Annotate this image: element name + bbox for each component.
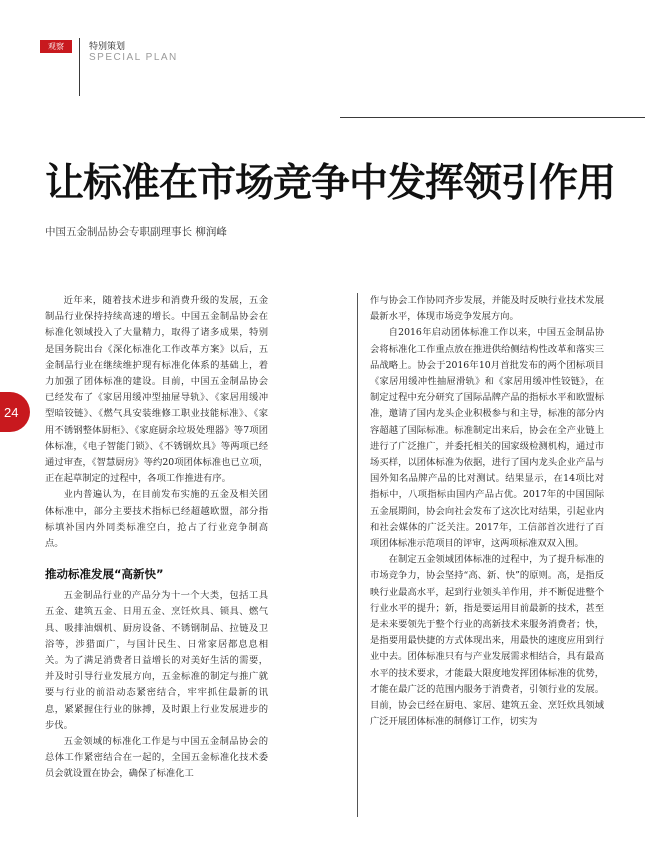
header-rule (340, 117, 645, 118)
article-title: 让标准在市场竞争中发挥领引作用 (45, 161, 616, 206)
right-column (370, 293, 604, 730)
paragraph: 在制定五金领域团体标准的过程中，为了提升标准的市场竞争力，协会坚持“高、新、快”的原则。高，是指反映行业最高水平，起到行业领头羊作用，并不断促进整个行业水平的提升；新，指是要运用目前最新的技术，甚至是未来要领先于整个行业的高新技术来服务消费者；快，是指要用最快捷的方式体现出来，用最快的速度应用到行业中去。团体标准只有与产业发展需求相结合，具有最高水平的技术要求，才能最大限度地发挥团体标准的优势，才能在最广泛的范围内服务于消费者，引领行业的发展。目前，协会已经在厨电、家居、建筑五金、烹饪炊具领域广泛开展团体标准的制修订工作，切实为 (370, 554, 604, 728)
page-number: 24 (4, 405, 19, 420)
paragraph: 近年来，随着技术进步和消费升级的发展，五金制品行业保持持续高速的增长。中国五金制品协会在标准化领域投入了大量精力，取得了诸多成果，特别是国务院出台《深化标准化工作改革方案》以后，五金制品行业在继续维护现有标准化体系的基础上，着力加强了团体标准的建设。目前，中国五金制品协会已经发布了《家居用缓冲型抽屉导轨》、《家居用缓冲型暗铰链》、《燃气具安装维修工职业技能标准》、《家用不锈钢整体厨柜》、《家庭厨余垃圾处理器》等7项团体标准，《电子智能门锁》、《不锈钢炊具》等两项已经通过审查，《智慧厨房》等约20项团体标准也已立项，正在起草制定的过程中，各项工作推进有序。 (45, 295, 268, 485)
paragraph: 作与协会工作协同齐步发展，并能及时反映行业技术发展最新水平，体现市场竞争发展方向。 (370, 295, 604, 323)
section-subtitle: SPECIAL PLAN (89, 52, 178, 63)
paragraph: 自2016年启动团体标准工作以来，中国五金制品协会将标准化工作重点放在推进供给侧结构性改革和落实三品战略上。协会于2016年10月首批发布的两个团标项目《家居用缓冲性抽屉滑轨》和《家居用缓冲性铰链》，在制定过程中充分研究了国际品牌产品的指标水平和欧盟标准，邀请了国内龙头企业积极参与和主导，标准的部分内容超越了国际标准。标准制定出来后，协会在全产业链上进行了广泛推广，并委托相关的国家级检测机构，通过市场买样，以团体标准为依据，进行了国内龙头企业产品与国外知名品牌产品的比对测试。结果显示，在14项比对指标中，八项指标由国内产品占优。2017年的中国国际五金展期间，协会向社会发布了这次比对结果，引起业内和社会媒体的广泛关注。2017年，工信部首次进行了百项团体标准示范项目的评审，这两项标准双双入围。 (370, 327, 604, 550)
left-column (45, 293, 268, 783)
paragraph: 五金制品行业的产品分为十一个大类，包括工具五金、建筑五金、日用五金、烹饪炊具、锁具、燃气具、吸排油烟机、厨房设备、不锈钢制品、拉链及卫浴等，涉猎面广，与国计民生、日常家居都息息相关。为了满足消费者日益增长的对美好生活的需要，并及时引导行业发展方向，五金标准的制定与推广就要与行业的前沿动态紧密结合，牢牢抓住最新的讯息，紧紧握住行业的脉搏，及时跟上行业发展进步的步伐。 (45, 590, 268, 731)
section-heading: 推动标准发展“高新快” (45, 567, 164, 582)
column-divider (357, 293, 358, 817)
paragraph: 五金领域的标准化工作是与中国五金制品协会的总体工作紧密结合在一起的，全国五金标准化技术委员会就设置在协会，确保了标准化工 (45, 736, 268, 780)
section-title: 特别策划 (89, 42, 126, 52)
header-divider (79, 38, 80, 96)
article-author: 中国五金制品协会专职副理事长 柳润峰 (45, 226, 227, 238)
section-tag: 观察 (40, 40, 72, 53)
paragraph: 业内普遍认为，在目前发布实施的五金及相关团体标准中，部分主要技术指标已经超越欧盟，部分指标填补国内外同类标准空白，抢占了行业竞争制高点。 (45, 489, 268, 550)
